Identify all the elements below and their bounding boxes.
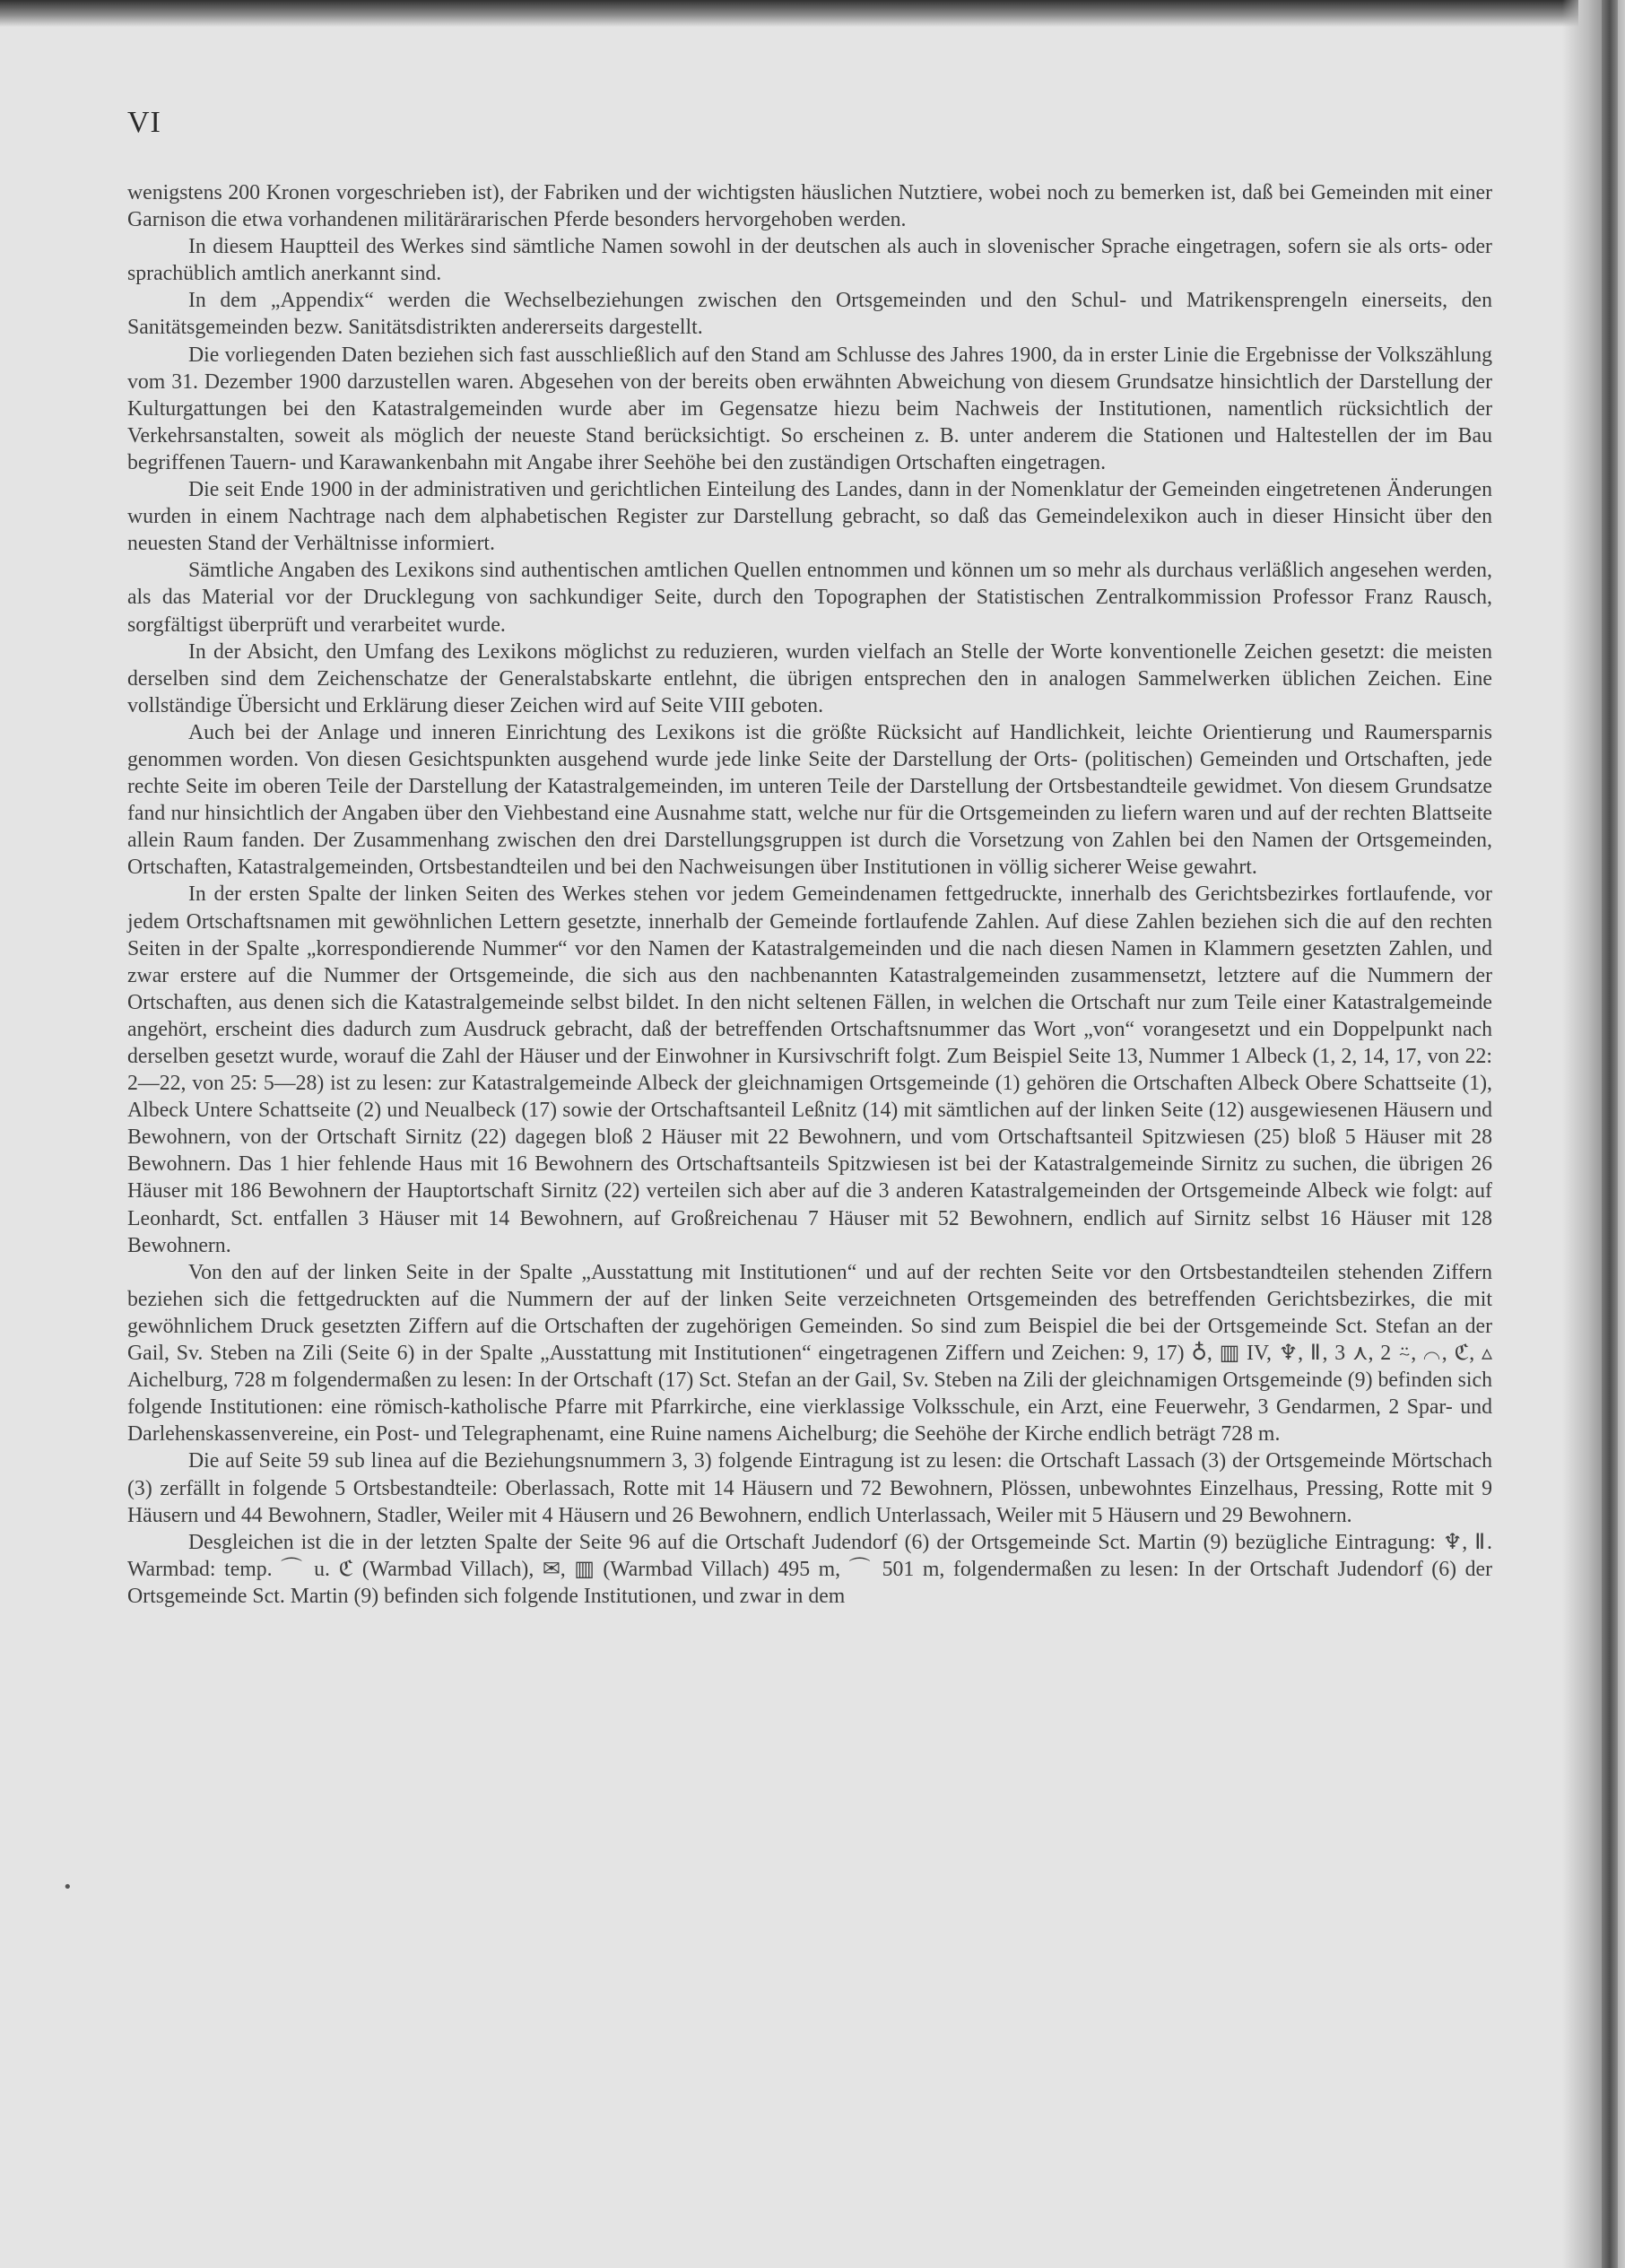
paragraph: In diesem Hauptteil des Werkes sind sämtliche Namen sowohl in der deutschen als auch in slovenischer Sprache eingetragen, sofern sie als orts- oder sprachüblich amtlich anerkannt sind. xyxy=(127,235,1492,286)
scan-top-edge xyxy=(0,0,1578,27)
paragraph: In dem „Appendix“ werden die Wechselbeziehungen zwischen den Ortsgemeinden und den Schul- und Matrikensprengeln einerseits, den Sanitätsgemeinden bezw. Sanitätsdistrikten andererseits dargestellt. xyxy=(127,289,1492,340)
paragraph: Sämtliche Angaben des Lexikons sind authentischen amtlichen Quellen entnommen und können um so mehr als durchaus verläßlich angesehen werden, als das Material vor der Drucklegung von sachkundiger Seite, durch den Topographen der Statistischen Zentralkommission Professor Franz Rausch, sorgfältigst überprüft und verarbeitet wurde. xyxy=(127,559,1492,637)
page-number: VI xyxy=(127,106,161,139)
paragraph: Die seit Ende 1900 in der administrativen und gerichtlichen Einteilung des Landes, dann in der Nomenklatur der Gemeinden eingetretenen Änderungen wurden in einem Nachtrage nach dem alphabetischen Register zur Darstellung gebracht, so daß das Gemeindelexikon auch in dieser Hinsicht über den neuesten Stand der Verhältnisse informiert. xyxy=(127,478,1492,556)
stray-mark: • xyxy=(63,1878,73,1897)
paragraph: Desgleichen ist die in der letzten Spalte der Seite 96 auf die Ortschaft Judendorf (6) der Ortsgemeinde Sct. Martin (9) bezügliche Eintragung: ♆, Ⅱ. Warmbad: temp. ⌒ u. ℭ (Warmbad Villach), ✉, ▥ (Warmbad Villach) 495 m, ⌒ 501 m, folgendermaßen zu lesen: In der Ortschaft Judendorf (6) der Ortsgemeinde Sct. Martin (9) befinden sich folgende Institutionen, und zwar in dem xyxy=(127,1530,1492,1608)
paragraph: Die vorliegenden Daten beziehen sich fast ausschließlich auf den Stand am Schlusse des Jahres 1900, da in erster Linie die Ergebnisse der Volkszählung vom 31. Dezember 1900 darzustellen waren. Abgesehen von der bereits oben erwähnten Abweichung von diesem Grundsatze hinsichtlich der Darstellung der Kulturgattungen bei den Katastralgemeinden wurde aber im Gegensatze hiezu beim Nachweis der Institutionen, namentlich rücksichtlich der Verkehrsanstalten, soweit als möglich der neueste Stand berücksichtigt. So erscheinen z. B. unter anderem die Stationen und Haltestellen der im Bau begriffenen Tauern- und Karawankenbahn mit Angabe ihrer Seehöhe bei den zuständigen Ortschaften eingetragen. xyxy=(127,343,1492,474)
paragraph: In der Absicht, den Umfang des Lexikons möglichst zu reduzieren, wurden vielfach an Stelle der Worte konventionelle Zeichen gesetzt: die meisten derselben sind dem Zeichenschatze der Generalstabskarte entlehnt, die übrigen entsprechen den in analogen Sammelwerken üblichen Zeichen. Eine vollständige Übersicht und Erklärung dieser Zeichen wird auf Seite VIII geboten. xyxy=(127,639,1492,717)
paragraph: Auch bei der Anlage und inneren Einrichtung des Lexikons ist die größte Rücksicht auf Handlichkeit, leichte Orientierung und Raumersparnis genommen worden. Von diesen Gesichtspunkten ausgehend wurde jede linke Seite der Darstellung der Orts- (politischen) Gemeinden und Ortschaften, jede rechte Seite im oberen Teile der Darstellung der Katastralgemeinden, im unteren Teile der Darstellung der Ortsbestandteile gewidmet. Von diesem Grundsatze fand nur hinsichtlich der Angaben über den Viehbestand eine Ausnahme statt, welche nur für die Ortsgemeinden zu liefern waren und auf der rechten Blattseite allein Raum fanden. Der Zusammenhang zwischen den drei Darstellungsgruppen ist durch die Vorsetzung von Zahlen bei den Namen der Ortsgemeinden, Ortschaften, Katastralgemeinden, Ortsbestandteilen und bei den Nachweisungen über Institutionen in völlig sicherer Weise gewahrt. xyxy=(127,720,1492,880)
paragraph: Die auf Seite 59 sub linea auf die Beziehungsnummern 3, 3) folgende Eintragung ist zu lesen: die Ortschaft Lassach (3) der Ortsgemeinde Mörtschach (3) zerfällt in folgende 5 Ortsbestandteile: Oberlassach, Rotte mit 14 Häusern und 72 Bewohnern, Plössen, unbewohntes Einzelhaus, Pressing, Rotte mit 9 Häusern und 44 Bewohnern, Stadler, Weiler mit 4 Häusern und 26 Bewohnern, endlich Unterlassach, Weiler mit 5 Häusern und 29 Bewohnern. xyxy=(127,1449,1492,1527)
book-spine-shadow xyxy=(1602,0,1618,2268)
paragraph: Von den auf der linken Seite in der Spalte „Ausstattung mit Institutionen“ und auf der rechten Seite vor den Ortsbestandteilen stehenden Ziffern beziehen sich die fettgedruckten auf die Nummern der auf der linken Seite verzeichneten Ortsgemeinden des betreffenden Gerichtsbezirkes, die mit gewöhnlichem Druck gesetzten Ziffern auf die Ortschaften der zugehörigen Gemeinden. So sind zum Beispiel die bei der Ortsgemeinde Sct. Stefan an der Gail, Sv. Steben na Zili (Seite 6) in der Spalte „Ausstattung mit Institutionen“ eingetragenen Ziffern und Zeichen: 9, 17) ♁, ▥ IV, ♆, Ⅱ, 3 ⋏, 2 ⍨, ⌒, ℭ, ▵ Aichelburg, 728 m folgendermaßen zu lesen: In der Ortschaft (17) Sct. Stefan an der Gail, Sv. Steben na Zili der gleichnamigen Ortsgemeinde (9) befinden sich folgende Institutionen: eine römisch-katholische Pfarre mit Pfarrkirche, eine vierklassige Volksschule, ein Arzt, eine Feuerwehr, 3 Gendarmen, 2 Spar- und Darlehenskassenvereine, ein Post- und Telegraphenamt, eine Ruine namens Aichelburg; die Seehöhe der Kirche endlich beträgt 728 m. xyxy=(127,1260,1492,1447)
paragraph: wenigstens 200 Kronen vorgeschrieben ist), der Fabriken und der wichtigsten häuslichen Nutztiere, wobei noch zu bemerken ist, daß bei Gemeinden mit einer Garnison die etwa vorhandenen militärärarischen Pferde besonders hervorgehoben werden. xyxy=(127,181,1492,232)
paragraph: In der ersten Spalte der linken Seiten des Werkes stehen vor jedem Gemeindenamen fettgedruckte, innerhalb des Gerichtsbezirkes fortlaufende, vor jedem Ortschaftsnamen mit gewöhnlichen Lettern gesetzte, innerhalb der Gemeinde fortlaufende Zahlen. Auf diese Zahlen beziehen sich die auf den rechten Seiten in der Spalte „korrespondierende Nummer“ vor den Namen der Katastralgemeinden und die nach diesen Namen in Klammern gesetzten Zahlen, und zwar erstere auf die Nummer der Ortsgemeinde, die sich aus den nachbenannten Katastralgemeinden zusammensetzt, letztere auf die Nummern der Ortschaften, aus denen sich die Katastralgemeinde selbst bildet. In den nicht seltenen Fällen, in welchen die Ortschaft nur zum Teile einer Katastralgemeinde angehört, erscheint dies dadurch zum Ausdruck gebracht, daß der betreffenden Ortschaftsnummer das Wort „von“ vorangesetzt und ein Doppelpunkt nach derselben gesetzt wurde, worauf die Zahl der Häuser und der Einwohner in Kursivschrift folgt. Zum Beispiel Seite 13, Nummer 1 Albeck (1, 2, 14, 17, von 22: 2—22, von 25: 5—28) ist zu lesen: zur Katastralgemeinde Albeck der gleichnamigen Ortsgemeinde (1) gehören die Ortschaften Albeck Obere Schattseite (1), Albeck Untere Schattseite (2) und Neualbeck (17) sowie der Ortschaftsanteil Leßnitz (14) mit sämtlichen auf der linken Seite (12) ausgewiesenen Häusern und Bewohnern, von der Ortschaft Sirnitz (22) dagegen bloß 2 Häuser mit 22 Bewohnern, und vom Ortschaftsanteil Spitzwiesen (25) bloß 5 Häuser mit 28 Bewohnern. Das 1 hier fehlende Haus mit 16 Bewohnern des Ortschaftsanteils Spitzwiesen ist bei der Katastralgemeinde Sirnitz zu suchen, die übrigen 26 Häuser mit 186 Bewohnern der Hauptortschaft Sirnitz (22) verteilen sich aber auf die 3 anderen Katastralgemeinden der Ortsgemeinde Albeck wie folgt: auf Leonhardt, Sct. entfallen 3 Häuser mit 14 Bewohnern, auf Großreichenau 7 Häuser mit 52 Bewohnern, endlich auf Sirnitz selbst 16 Häuser mit 128 Bewohnern. xyxy=(127,882,1492,1257)
body-text xyxy=(127,179,1492,1610)
